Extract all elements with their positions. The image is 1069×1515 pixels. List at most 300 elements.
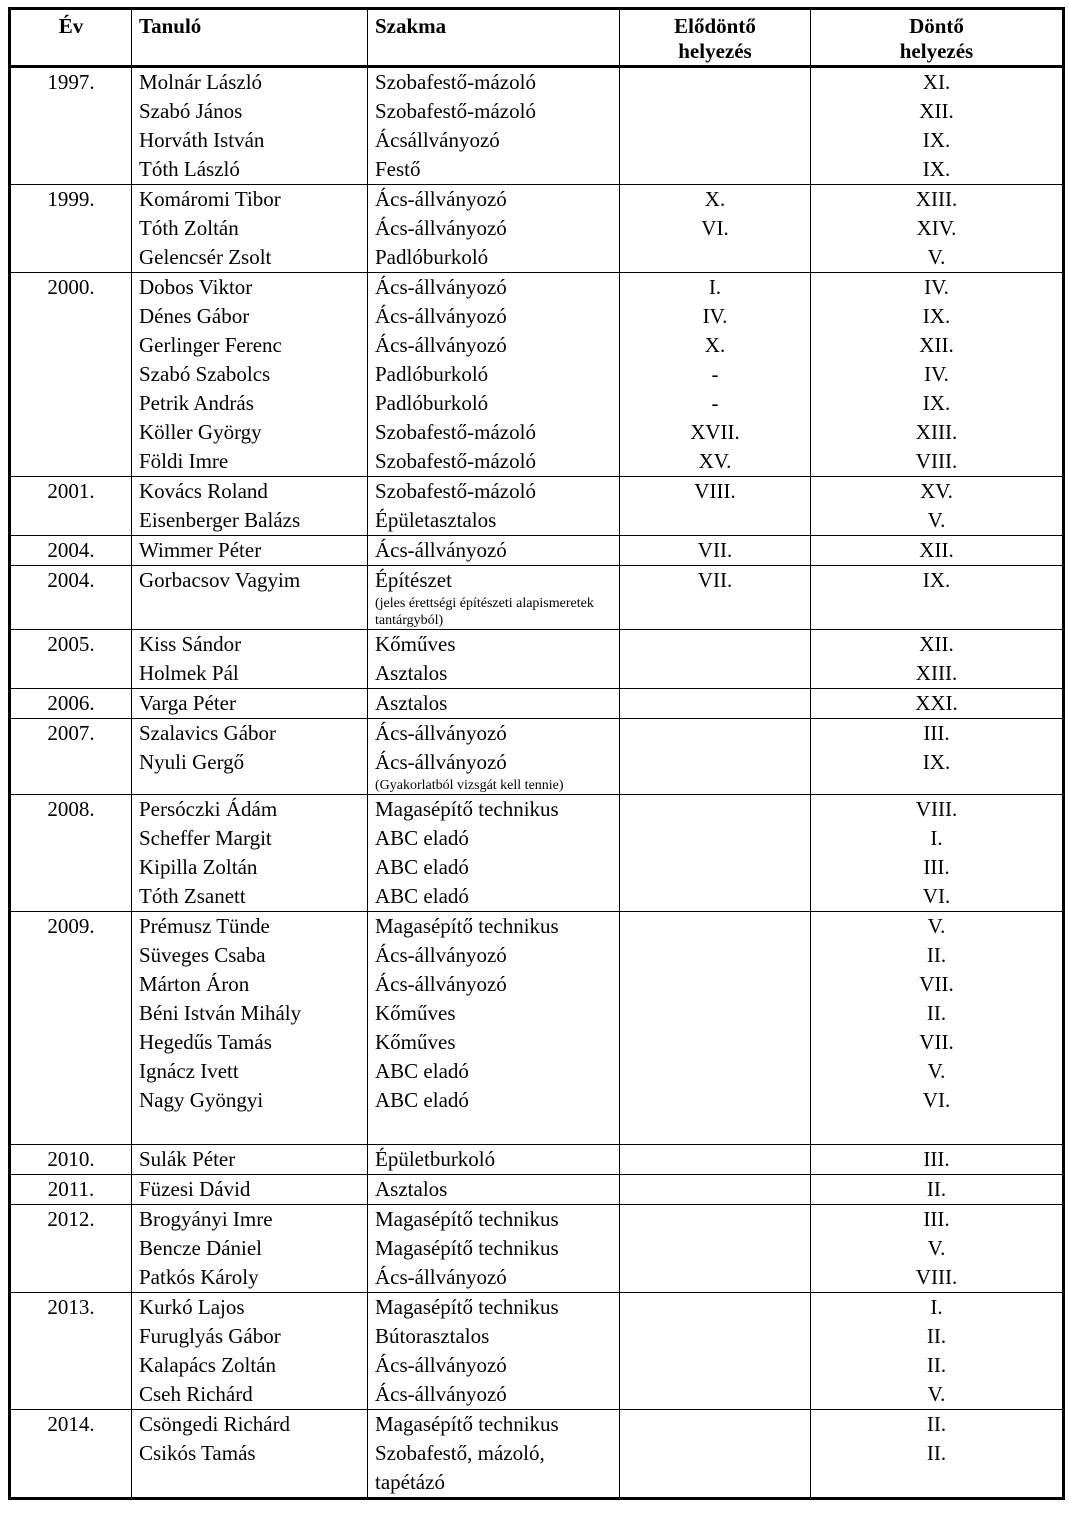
trade-cell bbox=[368, 566, 620, 630]
year-label: 2007. bbox=[47, 721, 95, 745]
student-name: Gorbacsov Vagyim bbox=[139, 568, 301, 592]
semifinal-cell bbox=[620, 719, 811, 795]
year-label: 2000. bbox=[47, 275, 95, 299]
final-placement: II. bbox=[926, 1441, 947, 1465]
semifinal-placement bbox=[620, 1057, 810, 1086]
final-placement: II. bbox=[926, 943, 947, 967]
student-cell bbox=[132, 1175, 368, 1205]
trade-cell bbox=[368, 477, 620, 536]
year-label: 2010. bbox=[47, 1147, 95, 1171]
student-cell bbox=[132, 1410, 368, 1499]
header-final bbox=[811, 9, 1064, 67]
final-cell bbox=[811, 477, 1064, 536]
year-cell bbox=[10, 1410, 132, 1499]
header-year: Év bbox=[10, 9, 132, 67]
year-label: 1999. bbox=[47, 187, 95, 211]
student-name: Béni István Mihály bbox=[139, 1001, 302, 1025]
header-semifinal-line2: helyezés bbox=[678, 39, 752, 63]
year-label: 2013. bbox=[47, 1295, 95, 1319]
final-placement: XII. bbox=[919, 99, 954, 123]
final-cell bbox=[811, 689, 1064, 719]
final-placement: VI. bbox=[922, 1088, 951, 1112]
semifinal-placement: X. bbox=[704, 187, 726, 211]
header-final-line1: Döntő bbox=[909, 14, 964, 38]
final-placement: IX. bbox=[922, 157, 951, 181]
student-name: Nyuli Gergő bbox=[139, 750, 245, 774]
semifinal-placement bbox=[620, 1145, 810, 1174]
semifinal-cell bbox=[620, 1293, 811, 1410]
year-cell bbox=[10, 67, 132, 185]
trade-label: Magasépítő technikus bbox=[375, 1412, 559, 1436]
trade-cell bbox=[368, 1293, 620, 1410]
student-cell bbox=[132, 630, 368, 689]
trade-label: ABC eladó bbox=[375, 826, 469, 850]
table-row bbox=[10, 477, 1064, 536]
trade-label: Kőműves bbox=[375, 632, 456, 656]
final-placement: V. bbox=[927, 508, 946, 532]
student-name: Sulák Péter bbox=[139, 1147, 236, 1171]
student-cell bbox=[132, 1293, 368, 1410]
student-name: Horváth István bbox=[139, 128, 265, 152]
semifinal-placement bbox=[620, 853, 810, 882]
blank-line bbox=[139, 1115, 367, 1144]
student-name: Gelencsér Zsolt bbox=[139, 245, 272, 269]
semifinal-placement bbox=[620, 999, 810, 1028]
student-name: Szabó János bbox=[139, 99, 243, 123]
table-row bbox=[10, 795, 1064, 912]
semifinal-placement bbox=[620, 1028, 810, 1057]
final-cell bbox=[811, 185, 1064, 273]
trade-cell bbox=[368, 630, 620, 689]
trade-label: Építészet bbox=[375, 568, 452, 592]
final-placement: II. bbox=[926, 1001, 947, 1025]
semifinal-placement bbox=[620, 719, 810, 748]
table-row bbox=[10, 719, 1064, 795]
final-cell bbox=[811, 912, 1064, 1145]
trade-cell bbox=[368, 912, 620, 1145]
trade-cell bbox=[368, 1175, 620, 1205]
semifinal-placement: IV. bbox=[702, 304, 728, 328]
student-name: Dénes Gábor bbox=[139, 304, 250, 328]
student-name: Szabó Szabolcs bbox=[139, 362, 271, 386]
trade-label: Magasépítő technikus bbox=[375, 1207, 559, 1231]
semifinal-cell bbox=[620, 795, 811, 912]
final-cell bbox=[811, 1293, 1064, 1410]
trade-label: Magasépítő technikus bbox=[375, 1295, 559, 1319]
final-placement: III. bbox=[923, 1147, 950, 1171]
semifinal-cell bbox=[620, 273, 811, 477]
year-cell bbox=[10, 630, 132, 689]
final-placement: VIII. bbox=[915, 1265, 958, 1289]
results-table bbox=[8, 7, 1065, 1500]
student-name: Cseh Richárd bbox=[139, 1382, 253, 1406]
table-row bbox=[10, 67, 1064, 185]
final-placement: XIII. bbox=[915, 661, 958, 685]
trade-label: Ács-állványozó bbox=[375, 721, 507, 745]
student-name: Komáromi Tibor bbox=[139, 187, 281, 211]
final-placement: V. bbox=[927, 245, 946, 269]
trade-note: (Gyakorlatból vizsgát kell tennie) bbox=[375, 778, 564, 793]
semifinal-placement: XVII. bbox=[690, 420, 740, 444]
trade-label: Szobafestő-mázoló bbox=[375, 479, 536, 503]
table-row bbox=[10, 689, 1064, 719]
trade-label: Kőműves bbox=[375, 1001, 456, 1025]
trade-note: (jeles érettségi építészeti alapismeretek tantárgyból) bbox=[375, 596, 594, 628]
semifinal-cell bbox=[620, 67, 811, 185]
trade-label: Épületburkoló bbox=[375, 1147, 496, 1171]
student-name: Brogyányi Imre bbox=[139, 1207, 273, 1231]
student-name: Scheffer Margit bbox=[139, 826, 272, 850]
year-label: 2008. bbox=[47, 797, 95, 821]
final-placement: XIV. bbox=[916, 216, 957, 240]
semifinal-placement bbox=[620, 882, 810, 911]
trade-label: Padlóburkoló bbox=[375, 391, 489, 415]
year-cell bbox=[10, 536, 132, 566]
table-row bbox=[10, 630, 1064, 689]
final-placement: XIII. bbox=[915, 187, 958, 211]
final-placement: II. bbox=[926, 1353, 947, 1377]
semifinal-placement bbox=[620, 97, 810, 126]
year-cell bbox=[10, 1205, 132, 1293]
final-placement: IX. bbox=[922, 750, 951, 774]
semifinal-placement: VII. bbox=[697, 538, 733, 562]
trade-label: Szobafestő-mázoló bbox=[375, 449, 536, 473]
header-final-line2: helyezés bbox=[899, 39, 974, 63]
trade-label: Ács-állványozó bbox=[375, 275, 507, 299]
table-row bbox=[10, 1175, 1064, 1205]
trade-label: Magasépítő technikus bbox=[375, 1236, 559, 1260]
semifinal-placement bbox=[620, 689, 810, 718]
table-row bbox=[10, 912, 1064, 1145]
semifinal-placement bbox=[620, 824, 810, 853]
trade-label: Ács-állványozó bbox=[375, 538, 507, 562]
semifinal-placement: VI. bbox=[701, 216, 729, 240]
student-cell bbox=[132, 185, 368, 273]
trade-label: Szobafestő-mázoló bbox=[375, 420, 536, 444]
year-label: 1997. bbox=[47, 70, 95, 94]
year-label: 2001. bbox=[47, 479, 95, 503]
student-name: Csöngedi Richárd bbox=[139, 1412, 291, 1436]
final-placement: III. bbox=[923, 1207, 950, 1231]
final-placement: XII. bbox=[919, 632, 954, 656]
student-name: Petrik András bbox=[139, 391, 254, 415]
trade-label: Ács-állványozó bbox=[375, 304, 507, 328]
final-placement: II. bbox=[926, 1412, 947, 1436]
semifinal-placement bbox=[620, 912, 810, 941]
table-row bbox=[10, 273, 1064, 477]
trade-cell bbox=[368, 689, 620, 719]
table-row bbox=[10, 1145, 1064, 1175]
trade-label: Szobafestő, mázoló, bbox=[375, 1441, 545, 1465]
trade-label: Magasépítő technikus bbox=[375, 914, 559, 938]
final-cell bbox=[811, 719, 1064, 795]
semifinal-cell bbox=[620, 630, 811, 689]
trade-label: Ácsállványozó bbox=[375, 128, 500, 152]
final-placement: V. bbox=[927, 1382, 946, 1406]
trade-label: Ács-állványozó bbox=[375, 943, 507, 967]
student-name: Tóth Zoltán bbox=[139, 216, 239, 240]
student-name: Holmek Pál bbox=[139, 661, 239, 685]
trade-cell bbox=[368, 1145, 620, 1175]
final-cell bbox=[811, 795, 1064, 912]
student-name: Ignácz Ivett bbox=[139, 1059, 239, 1083]
student-name: Kovács Roland bbox=[139, 479, 268, 503]
semifinal-cell bbox=[620, 1410, 811, 1499]
final-placement: II. bbox=[926, 1177, 947, 1201]
student-name: Patkós Károly bbox=[139, 1265, 259, 1289]
table-row bbox=[10, 1410, 1064, 1499]
semifinal-placement bbox=[620, 1410, 810, 1439]
semifinal-cell bbox=[620, 566, 811, 630]
year-label: 2009. bbox=[47, 914, 95, 938]
semifinal-placement bbox=[620, 1439, 810, 1468]
student-name: Márton Áron bbox=[139, 972, 250, 996]
year-cell bbox=[10, 1175, 132, 1205]
semifinal-placement bbox=[620, 630, 810, 659]
semifinal-placement bbox=[620, 243, 810, 272]
semifinal-placement: I. bbox=[708, 275, 722, 299]
final-placement: V. bbox=[927, 914, 946, 938]
semifinal-cell bbox=[620, 185, 811, 273]
semifinal-cell bbox=[620, 536, 811, 566]
trade-label: Asztalos bbox=[375, 691, 448, 715]
year-cell bbox=[10, 185, 132, 273]
trade-label: Ács-állványozó bbox=[375, 1382, 507, 1406]
year-label: 2006. bbox=[47, 691, 95, 715]
student-name: Molnár László bbox=[139, 70, 263, 94]
final-placement: V. bbox=[927, 1236, 946, 1260]
final-placement: IX. bbox=[922, 304, 951, 328]
trade-label: ABC eladó bbox=[375, 1088, 469, 1112]
trade-label: ABC eladó bbox=[375, 1059, 469, 1083]
student-name: Furuglyás Gábor bbox=[139, 1324, 281, 1348]
semifinal-placement bbox=[620, 1205, 810, 1234]
final-placement: IX. bbox=[922, 568, 951, 592]
final-placement: VI. bbox=[922, 884, 951, 908]
trade-label: Magasépítő technikus bbox=[375, 797, 559, 821]
trade-label: Ács-állványozó bbox=[375, 750, 507, 774]
trade-cell bbox=[368, 536, 620, 566]
year-label: 2014. bbox=[47, 1412, 95, 1436]
semifinal-cell bbox=[620, 689, 811, 719]
header-student: Tanuló bbox=[132, 9, 368, 67]
student-name: Kurkó Lajos bbox=[139, 1295, 245, 1319]
student-cell bbox=[132, 1145, 368, 1175]
student-name: Eisenberger Balázs bbox=[139, 508, 301, 532]
student-name: Gerlinger Ferenc bbox=[139, 333, 282, 357]
semifinal-placement bbox=[620, 1322, 810, 1351]
semifinal-placement bbox=[620, 1175, 810, 1204]
trade-label: Padlóburkoló bbox=[375, 245, 489, 269]
table-row bbox=[10, 566, 1064, 630]
trade-cell bbox=[368, 67, 620, 185]
student-cell bbox=[132, 477, 368, 536]
semifinal-placement: VIII. bbox=[694, 479, 736, 503]
year-cell bbox=[10, 1145, 132, 1175]
student-name: Wimmer Péter bbox=[139, 538, 262, 562]
final-placement: VII. bbox=[919, 972, 954, 996]
final-cell bbox=[811, 273, 1064, 477]
final-cell bbox=[811, 536, 1064, 566]
semifinal-cell bbox=[620, 1175, 811, 1205]
year-label: 2004. bbox=[47, 538, 95, 562]
year-label: 2004. bbox=[47, 568, 95, 592]
year-cell bbox=[10, 566, 132, 630]
final-placement: XII. bbox=[919, 333, 954, 357]
student-name: Hegedűs Tamás bbox=[139, 1030, 272, 1054]
student-name: Kipilla Zoltán bbox=[139, 855, 258, 879]
final-placement: XV. bbox=[920, 479, 953, 503]
semifinal-placement: X. bbox=[704, 333, 726, 357]
final-cell bbox=[811, 67, 1064, 185]
trade-label: Ács-állványozó bbox=[375, 972, 507, 996]
semifinal-placement bbox=[620, 1293, 810, 1322]
trade-label: Asztalos bbox=[375, 1177, 448, 1201]
final-placement: III. bbox=[923, 855, 950, 879]
table-header bbox=[10, 9, 1064, 67]
trade-cell bbox=[368, 273, 620, 477]
year-cell bbox=[10, 795, 132, 912]
semifinal-placement bbox=[620, 1086, 810, 1115]
table-body bbox=[10, 67, 1064, 1499]
final-placement: XXI. bbox=[915, 691, 958, 715]
year-label: 2005. bbox=[47, 632, 95, 656]
student-name: Persóczki Ádám bbox=[139, 797, 278, 821]
trade-label: Épületasztalos bbox=[375, 508, 497, 532]
semifinal-placement bbox=[620, 970, 810, 999]
student-name: Kiss Sándor bbox=[139, 632, 242, 656]
final-placement: VII. bbox=[919, 1030, 954, 1054]
final-cell bbox=[811, 630, 1064, 689]
student-name: Varga Péter bbox=[139, 691, 236, 715]
trade-label: Kőműves bbox=[375, 1030, 456, 1054]
student-name: Dobos Viktor bbox=[139, 275, 253, 299]
year-label: 2012. bbox=[47, 1207, 95, 1231]
year-cell bbox=[10, 912, 132, 1145]
semifinal-placement bbox=[620, 941, 810, 970]
semifinal-placement bbox=[620, 155, 810, 184]
year-label: 2011. bbox=[47, 1177, 95, 1201]
trade-label: Ács-állványozó bbox=[375, 1265, 507, 1289]
student-cell bbox=[132, 536, 368, 566]
table-row bbox=[10, 536, 1064, 566]
year-cell bbox=[10, 477, 132, 536]
table-row bbox=[10, 1293, 1064, 1410]
student-name: Csikós Tamás bbox=[139, 1441, 256, 1465]
semifinal-placement bbox=[620, 1263, 810, 1292]
trade-label: Asztalos bbox=[375, 661, 448, 685]
student-cell bbox=[132, 719, 368, 795]
final-placement: I. bbox=[930, 1295, 943, 1319]
student-cell bbox=[132, 67, 368, 185]
semifinal-cell bbox=[620, 477, 811, 536]
semifinal-cell bbox=[620, 1145, 811, 1175]
table-row bbox=[10, 1205, 1064, 1293]
year-cell bbox=[10, 719, 132, 795]
semifinal-placement bbox=[620, 659, 810, 688]
final-placement: IX. bbox=[922, 391, 951, 415]
student-name: Tóth László bbox=[139, 157, 240, 181]
semifinal-cell bbox=[620, 1205, 811, 1293]
final-placement: VIII. bbox=[915, 797, 958, 821]
trade-label: Festő bbox=[375, 157, 421, 181]
trade-cell bbox=[368, 795, 620, 912]
trade-label: Ács-állványozó bbox=[375, 333, 507, 357]
semifinal-cell bbox=[620, 912, 811, 1145]
semifinal-placement bbox=[620, 795, 810, 824]
final-placement: I. bbox=[930, 826, 943, 850]
final-placement: XI. bbox=[922, 70, 951, 94]
header-row bbox=[10, 9, 1064, 67]
semifinal-placement bbox=[620, 126, 810, 155]
student-name: Füzesi Dávid bbox=[139, 1177, 251, 1201]
year-cell bbox=[10, 1293, 132, 1410]
trade-label-continued: tapétázó bbox=[375, 1470, 445, 1494]
header-semifinal-line1: Elődöntő bbox=[674, 14, 756, 38]
year-cell bbox=[10, 273, 132, 477]
semifinal-placement bbox=[620, 1380, 810, 1409]
final-placement: VIII. bbox=[915, 449, 958, 473]
student-name: Szalavics Gábor bbox=[139, 721, 277, 745]
semifinal-placement: VII. bbox=[697, 568, 733, 592]
trade-label: ABC eladó bbox=[375, 884, 469, 908]
final-cell bbox=[811, 1205, 1064, 1293]
table-row bbox=[10, 185, 1064, 273]
student-cell bbox=[132, 273, 368, 477]
student-name: Bencze Dániel bbox=[139, 1236, 263, 1260]
student-name: Földi Imre bbox=[139, 449, 229, 473]
trade-label: Ács-állványozó bbox=[375, 216, 507, 240]
header-trade: Szakma bbox=[368, 9, 620, 67]
trade-cell bbox=[368, 1205, 620, 1293]
semifinal-placement bbox=[620, 68, 810, 97]
semifinal-placement: XV. bbox=[698, 449, 732, 473]
final-cell bbox=[811, 566, 1064, 630]
student-cell bbox=[132, 566, 368, 630]
trade-cell bbox=[368, 185, 620, 273]
student-name: Tóth Zsanett bbox=[139, 884, 246, 908]
final-cell bbox=[811, 1175, 1064, 1205]
trade-label: Bútorasztalos bbox=[375, 1324, 490, 1348]
final-placement: III. bbox=[923, 721, 950, 745]
final-placement: V. bbox=[927, 1059, 946, 1083]
final-cell bbox=[811, 1145, 1064, 1175]
header-semifinal bbox=[620, 9, 811, 67]
semifinal-placement bbox=[620, 506, 810, 535]
trade-cell bbox=[368, 719, 620, 795]
trade-label: Ács-állványozó bbox=[375, 187, 507, 211]
final-placement: IX. bbox=[922, 128, 951, 152]
semifinal-placement: - bbox=[711, 362, 719, 386]
trade-label: Szobafestő-mázoló bbox=[375, 70, 536, 94]
final-placement: XII. bbox=[919, 538, 954, 562]
student-name: Nagy Gyöngyi bbox=[139, 1088, 264, 1112]
semifinal-placement bbox=[620, 1234, 810, 1263]
semifinal-placement bbox=[620, 1351, 810, 1380]
final-placement: XIII. bbox=[915, 420, 958, 444]
final-cell bbox=[811, 1410, 1064, 1499]
semifinal-placement bbox=[620, 748, 810, 777]
trade-label: Ács-állványozó bbox=[375, 1353, 507, 1377]
student-name: Köller György bbox=[139, 420, 262, 444]
student-name: Kalapács Zoltán bbox=[139, 1353, 277, 1377]
trade-label: Padlóburkoló bbox=[375, 362, 489, 386]
final-placement: II. bbox=[926, 1324, 947, 1348]
final-placement: IV. bbox=[924, 275, 949, 299]
semifinal-placement: - bbox=[711, 391, 719, 415]
year-cell bbox=[10, 689, 132, 719]
student-cell bbox=[132, 689, 368, 719]
